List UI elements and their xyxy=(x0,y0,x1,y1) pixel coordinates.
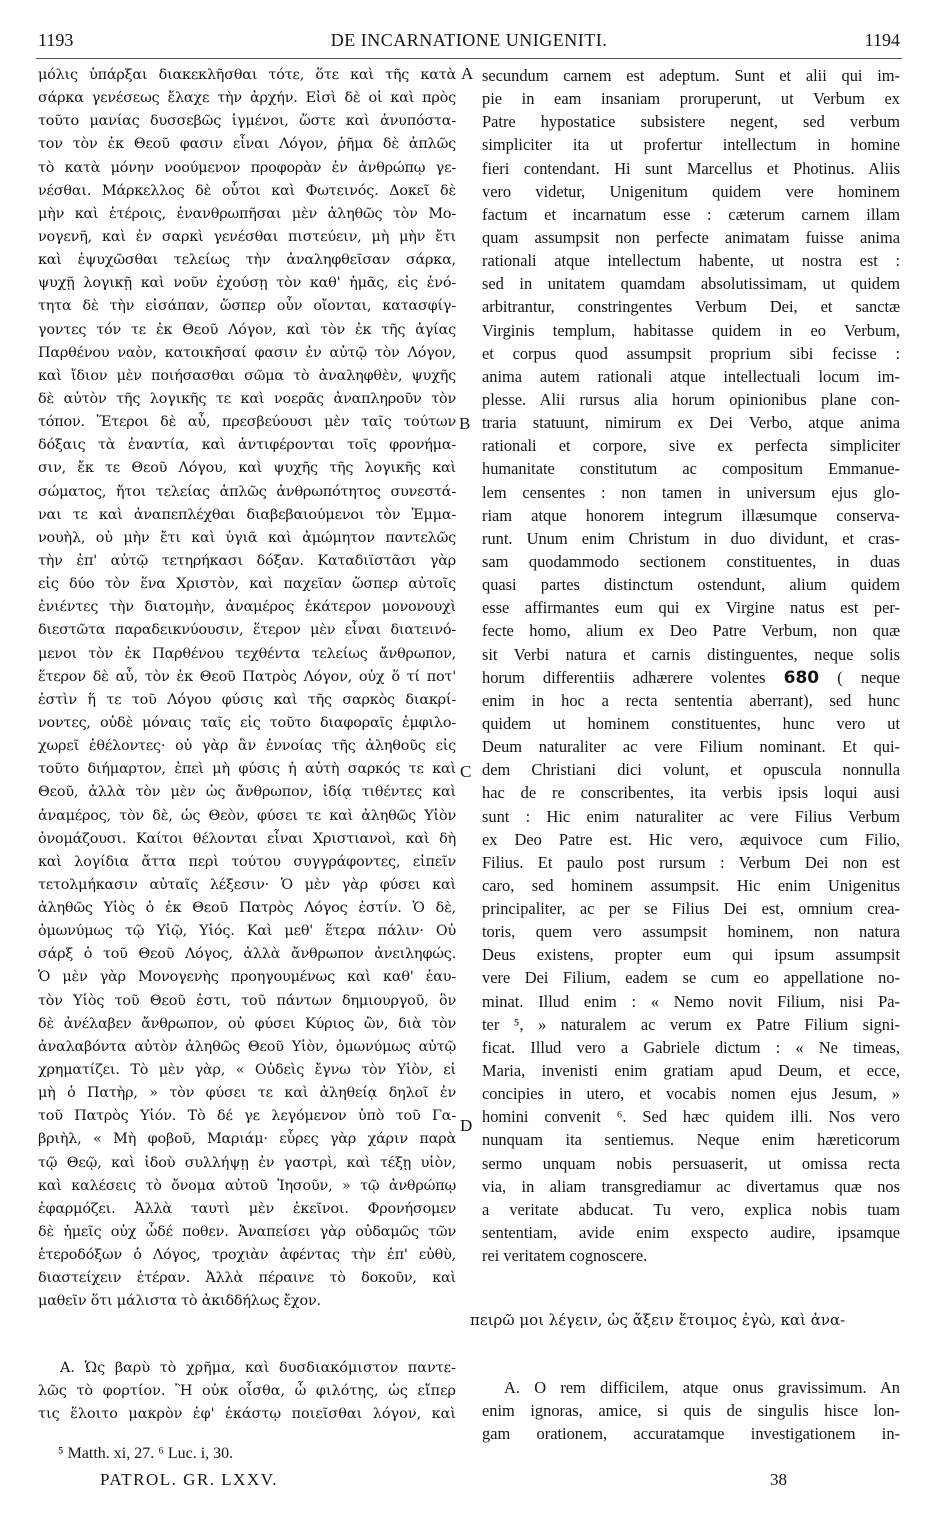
text-line: τις ἕλοιτο μακρὸν ἐφ' ἑκάστῳ ποιεῖσθαι λόγον, καὶ xyxy=(38,1406,456,1423)
text-line: et corpus quod assumpsit proprium sibi fecisse : xyxy=(482,343,900,363)
text-line: enim in hoc a recta sententia aberrant), sed hunc xyxy=(482,690,900,710)
page-number-left: 1193 xyxy=(38,30,74,50)
section-marker-b: B xyxy=(459,414,471,433)
text-line: vero videtur, Unigenitum quidem vere hominem xyxy=(482,181,900,201)
section-marker-a: A xyxy=(461,64,474,83)
text-line: enim ignoras, amice, si quis de singulis hisce lon- xyxy=(482,1401,900,1421)
text-line: νουὴλ, οὐ μὴν ἔτι καὶ ὑγιᾶ καὶ ἀμώμητον παντελῶς xyxy=(38,529,456,546)
text-line: νοντες, οὐδὲ μόναις ταῖς εἰς τοῦτο διαφοραῖς ἐμφιλο- xyxy=(38,714,456,731)
text-line: ficat. Illud vero a Gabriele dictum : « Ne timeas, xyxy=(482,1037,900,1057)
text-line: dem Christiani dici volunt, et opuscula nonnulla xyxy=(482,760,900,780)
text-line: runt. Unum enim Christum in duo dividunt, et cras- xyxy=(482,528,900,548)
text-line: καὶ λογίδια ἄττα περὶ τούτου συγγράφοντες, εἰπεῖν xyxy=(38,853,456,870)
text-line: Παρθένου ναὸν, κατοικῆσαί φασιν ἐν αὐτῷ τὸν Λόγον, xyxy=(38,344,456,361)
text-line: τον τὸν ἐκ Θεοῦ φασιν εἶναι Λόγον, ῥῆμα δὲ ἁπλῶς xyxy=(38,136,456,153)
text-line: rationali atque intellectum habente, ut nostra est : xyxy=(482,251,900,271)
text-line: μαθεῖν ὅτι μάλιστα τὸ ἀκιδδήλως ἔχον. xyxy=(38,1293,321,1310)
text-line: minat. Illud enim : « Nemo novit Filium, nisi Pa- xyxy=(482,991,900,1011)
text-line: γοντες τόν τε ἐκ Θεοῦ Λόγον, καὶ τὸν ἐκ τῆς ἁγίας xyxy=(38,321,456,338)
text-line: via, in aliam transgrediamur ac divertamus quæ nos xyxy=(482,1176,900,1196)
running-header xyxy=(38,30,900,60)
text-line: μὴν καὶ ἑτέροις, ἐνανθρωπῆσαι μὲν ἀληθῶς τὸν Μο- xyxy=(38,205,456,222)
text-line: δόξαις τὰ ἐναντία, καὶ ἀντιφέρονται τοῖς φρονήμα- xyxy=(38,437,456,454)
text-line: ναι τε καὶ ἀναπεπλέχθαι διαβεβαιούμενοι τὸν Ἐμμα- xyxy=(38,506,456,523)
text-line: rei veritatem cognoscere. xyxy=(482,1246,648,1266)
text-line: δὲ ἀνέλαβεν ἄνθρωπον, οὐ φύσει Κύριος ὢν, διὰ τὸν xyxy=(38,1015,456,1032)
text-line: βριὴλ, « Μὴ φοβοῦ, Μαριάμ· εὗρες γὰρ χάριν παρὰ xyxy=(38,1131,456,1148)
text-line: rationali et corpore, sive ex perfecta simpliciter xyxy=(482,436,900,456)
text-line: ἀληθῶς Υἱὸς ὁ ἐκ Θεοῦ Πατρὸς Λόγος ἐστίν. Ὁ δὲ, xyxy=(38,900,456,917)
latin-text-column xyxy=(482,64,900,1267)
text-line: Deus existens, propter eum qui ipsum assumpsit xyxy=(482,945,900,965)
text-line: διαστείχειν ἑτέραν. Ἀλλὰ πέραινε τὸ δοκοῦν, καὶ xyxy=(38,1270,456,1287)
text-line: τὴν ἐπ' αὐτῷ τετηρήκασι δόξαν. Καταδιϊστᾶσι γὰρ xyxy=(38,552,456,569)
text-line: plesse. Alii rursus alia horum opinionibus plane con- xyxy=(482,389,900,409)
text-line: fieri contendant. Hi sunt Marcellus et Photinus. Aliis xyxy=(482,158,900,178)
text-line: τοῦ Πατρὸς Υἱόν. Τὸ δέ γε λεγόμενον ὑπὸ τοῦ Γα- xyxy=(38,1108,456,1125)
text-line: τητα δὲ τὴν εἰσάπαν, ὥσπερ οὖν οἴονται, κατασφίγ- xyxy=(38,298,456,315)
text-line: anima autem rationali atque intellectuali locum im- xyxy=(482,366,900,386)
text-line: Filius. Et paulo post rursum : Verbum Dei non est xyxy=(482,852,900,872)
text-line: νογενῆ, καὶ ἐν σαρκὶ γενέσθαι πιστεύειν, μὴ μὴν ἔτι xyxy=(38,228,456,245)
text-line: principaliter, ac per se Filius Dei est, omnium crea- xyxy=(482,899,900,919)
text-line: μὴ ὁ Πατὴρ, » τὸν φύσει τε καὶ ἀληθείᾳ δηλοῖ ἐν xyxy=(38,1085,456,1102)
text-line: riam atque honorem integrum illæsumque conserva- xyxy=(482,505,900,525)
text-line xyxy=(482,666,900,689)
page-number-right: 1194 xyxy=(864,30,900,50)
text-line: arbitrantur, constringentes Verbum Dei, et sanctæ xyxy=(482,297,900,317)
text-line: χρηματίζει. Τὸ μὲν γὰρ, « Οὐδεὶς ἔγνω τὸν Υἱὸν, εἰ xyxy=(38,1062,456,1079)
text-line: ὀνομάζουσι. Καίτοι θέλονται εἶναι Χριστιανοὶ, καὶ δὴ xyxy=(38,830,456,847)
text-line: διεστῶτα παραδεικνύουσιν, ἕτερον μὲν εἶναι διατεινό- xyxy=(38,622,456,639)
text-line: τοῦτο διήμαρτον, ἐπεὶ μὴ φύσις ἡ αὐτὴ σαρκός τε καὶ xyxy=(38,761,456,778)
text-line: ἀναμέρος, τὸν δὲ, ὡς Θεὸν, φύσει τε καὶ ἀληθῶς Υἱὸν xyxy=(38,807,456,824)
running-title: DE INCARNATIONE UNIGENITI. xyxy=(330,30,608,50)
text-line: Patre hypostatice subsistere negent, sed verbum xyxy=(482,112,900,132)
text-line: εἰς δύο τὸν ἕνα Χριστὸν, καὶ παχεῖαν ὥσπερ αὐτοῖς xyxy=(38,576,456,593)
text-fragment: ( neque xyxy=(837,667,900,687)
text-line: nunquam ita sentiemus. Neque enim hæreticorum xyxy=(482,1130,900,1150)
text-line: δὲ αὐτὸν τῆς λογικῆς τε καὶ νοερᾶς ἀναπληροῦν τὸν xyxy=(38,390,456,407)
latin-dialogue-block xyxy=(482,1376,900,1445)
text-line: pie in eam insaniam proruperunt, ut Verbum ex xyxy=(482,89,900,109)
sheet-number: 38 xyxy=(770,1470,787,1489)
text-line: ἐφαρμόζει. Ἀλλὰ ταυτὶ μὲν ἐκεῖνοι. Φρονήσομεν xyxy=(38,1200,456,1217)
text-line: secundum carnem est adeptum. Sunt et alii qui im- xyxy=(482,66,900,85)
text-line: ἑτεροδόξων ὁ Λόγος, τροχιὰν ἀφέντας τὴν ἐπ' εὐθὺ, xyxy=(38,1247,456,1264)
header-rule xyxy=(36,58,902,59)
text-line: Α. Ὡς βαρὺ τὸ χρῆμα, καὶ δυσδιακόμιστον παντε- xyxy=(60,1360,456,1376)
text-line: ψυχῇ λογικῇ καὶ νοῦν ἐχούσῃ τὸν καθ' ἡμᾶς, εἰς ἑνό- xyxy=(38,275,456,292)
text-line: humanitate constitutum ac compositum Emmanue- xyxy=(482,459,900,479)
text-line: τόπον. Ἕτεροι δὲ αὖ, πρεσβεύουσι μὲν ταῖς τούτων xyxy=(38,414,456,431)
text-line: ter ⁵, » naturalem ac verum ex Patre Filium signi- xyxy=(482,1014,900,1034)
text-line: καὶ ἐψυχῶσθαι τελείως τὴν ἀναληφθεῖσαν σάρκα, xyxy=(38,252,456,269)
text-line: σάρξ ὁ τοῦ Θεοῦ Λόγος, ἀλλὰ ἄνθρωπον ἀνειληφώς. xyxy=(38,946,456,963)
text-line: Ὁ μὲν γὰρ Μονογενὴς προηγουμένως καὶ καθ' ἑαυ- xyxy=(38,969,456,986)
text-line: vere Dei Filium, eadem se cum eo appellatione no- xyxy=(482,968,900,988)
text-line: ἀναλαβόντα αὐτὸν ἀληθῶς Θεοῦ Υἱὸν, ὁμωνύμως αὐτῷ xyxy=(38,1038,456,1055)
text-line: esse affirmantes eum qui ex Virgine natus est per- xyxy=(482,598,900,618)
text-line: μόλις ὑπάρξαι διακεκλῆσθαι τότε, ὅτε καὶ τῆς κατὰ xyxy=(38,67,456,83)
text-line: sam quodammodo sectionem constituentes, in duas xyxy=(482,551,900,571)
text-line: caro, sed hominem assumpsit. Hic enim Unigenitus xyxy=(482,875,900,895)
greek-dialogue-block xyxy=(38,1357,456,1426)
text-line: concipies in utero, et vocabis nomen ejus Jesum, » xyxy=(482,1084,900,1104)
text-line: λῶς τὸ φορτίον. Ἢ οὐκ οἶσθα, ὦ φιλότης, ὡς εἴπερ xyxy=(38,1383,456,1400)
text-line: quam assumpsit non perfecte animatam fuisse anima xyxy=(482,227,900,247)
text-line: σώματος, ἤτοι τελείας ἁπλῶς ἀνθρωπότητος συνεστά- xyxy=(38,483,456,500)
text-line: simpliciter ita ut profertur intellectum in homine xyxy=(482,135,900,155)
footnotes: ⁵ Matth. xi, 27. ⁶ Luc. i, 30. xyxy=(58,1445,234,1462)
text-line: lem censentes : non tamen in universum ejus glo- xyxy=(482,482,900,502)
text-line: ex Deo Patre est. Hic vero, æquivoce cum Filio, xyxy=(482,829,900,849)
text-fragment: horum differentiis adhærere volentes xyxy=(482,667,766,687)
text-line: μενοι τὸν ἐκ Παρθένου τεχθέντα τελείως ἄνθρωπον, xyxy=(38,645,456,662)
text-line: χωρεῖ ἐθέλοντες· οὐ γὰρ ἂν ἐννοίας τῆς ἀληθοῦς εἰς xyxy=(38,738,456,755)
text-line: sententiam, avide enim exspecto audire, ipsamque xyxy=(482,1223,900,1243)
text-line: quidem ut hominem constituentes, hunc vero ut xyxy=(482,713,900,733)
text-line: νέσθαι. Μάρκελλος δὲ οὗτοι καὶ Φωτεινός. Δοκεῖ δὲ xyxy=(38,182,456,199)
text-line: traria statuunt, nimirum ex Dei Verbo, atque anima xyxy=(482,413,900,433)
text-line: σάρκα γενέσεως ἔλαχε τὴν ἀρχήν. Εἰσὶ δὲ οἱ καὶ πρὸς xyxy=(38,90,456,107)
greek-text-column xyxy=(38,64,456,1314)
text-line: toris, quem vero assumpsit hominem, non natura xyxy=(482,922,900,942)
text-line: τοῦτο μανίας δυσσεβῶς ἱγμένοι, ὥστε καὶ ἀνυπόστα- xyxy=(38,113,456,130)
volume-signature: PATROL. GR. LXXV. xyxy=(100,1470,279,1489)
text-line: τὸ κατὰ μόνην νοούμενον προφορὰν ἐν ἀνθρώπῳ γε- xyxy=(38,159,456,176)
text-line: δὲ ἡμεῖς οὐχ ὧδέ ποθεν. Ἀναπείσει γὰρ οὐδαμῶς τῶν xyxy=(38,1224,456,1241)
text-line: quasi partes distinctum ostendunt, alium quidem xyxy=(482,575,900,595)
text-line: a veritate abducat. Tu vero, explica nobis tuam xyxy=(482,1199,900,1219)
text-line: τῷ Θεῷ, καὶ ἰδοὺ συλλήψῃ ἐν γαστρὶ, καὶ τέξῃ υἱὸν, xyxy=(38,1154,456,1171)
text-line: ἐνιέντες τὴν διατομὴν, ἀναμέρος ἑκάτερον μονονουχὶ xyxy=(38,599,456,616)
text-line: hac de re conscribentes, ita verbis ipsis loqui ausi xyxy=(482,783,900,803)
text-line: καὶ ἴδιον μὲν ποιήσασθαι σῶμα τὸ ἀναληφθὲν, ψυχῆς xyxy=(38,367,456,384)
text-line: fecte homo, alium ex Deo Patre Verbum, non quæ xyxy=(482,621,900,641)
text-line: homini convenit ⁶. Sed hæc quidem illi. Nos vero xyxy=(482,1107,900,1127)
marginal-page-number: 680 xyxy=(783,667,820,688)
text-line: A. O rem difficilem, atque onus gravissimum. An xyxy=(504,1378,900,1397)
text-line: σιν, ἔκ τε Θεοῦ Λόγου, καὶ ψυχῆς τῆς λογικῆς καὶ xyxy=(38,460,456,477)
text-line: sit Verbi natura et carnis distinguentes, neque solis xyxy=(482,644,900,664)
text-line: ὁμωνύμως τῷ Υἱῷ, Υἱός. Καὶ μεθ' ἕτερα πάλιν· Οὐ xyxy=(38,923,456,940)
text-line: sed in unitatem quamdam absolutissimam, ut quidem xyxy=(482,274,900,294)
text-line: Maria, invenisti enim gratiam apud Deum, et ecce, xyxy=(482,1061,900,1081)
text-line: Θεοῦ, ἀλλὰ τὸν μὲν ὡς ἄνθρωπον, ἰδίᾳ τιθέντες καὶ xyxy=(38,784,456,801)
text-line: ἕτερον δὲ αὖ, τὸν ἐκ Θεοῦ Πατρὸς Λόγον, οὐχ ὅ τί ποτ' xyxy=(38,668,456,685)
text-line: τετολμήκασιν αὐταῖς λέξεσιν· Ὁ μὲν γὰρ φύσει καὶ xyxy=(38,876,456,893)
text-line: gam orationem, accuratamque investigationem in- xyxy=(482,1424,900,1444)
text-line: καὶ καλέσεις τὸ ὄνομα αὐτοῦ Ἰησοῦν, » τῷ ἀνθρώπῳ xyxy=(38,1177,456,1194)
greek-continuation-line: πειρῶ μοι λέγειν, ὡς ἄξειν ἕτοιμος ἐγὼ, καὶ ἀνα- xyxy=(470,1311,846,1329)
text-line: sunt : Hic enim naturaliter ac vere Filius Verbum xyxy=(482,806,900,826)
text-line: τὸν Υἱὸς τοῦ Θεοῦ ἐστι, τοῦ πάντων δημιουργοῦ, ὃν xyxy=(38,992,456,1009)
text-line: ἐστὶν ἥ τε τοῦ Λόγου φύσις καὶ τῆς σαρκὸς διακρί- xyxy=(38,691,456,708)
text-line: Deum naturaliter ac vere Filium nominant. Et qui- xyxy=(482,737,900,757)
section-marker-c: C xyxy=(460,762,472,781)
text-line: Virginis templum, habitasse quidem in eo Verbum, xyxy=(482,320,900,340)
text-line: sermo unquam nobis persuaserit, ut omissa recta xyxy=(482,1153,900,1173)
text-line: factum et incarnatum esse : cæterum carnem illam xyxy=(482,204,900,224)
section-marker-d: D xyxy=(460,1116,473,1135)
